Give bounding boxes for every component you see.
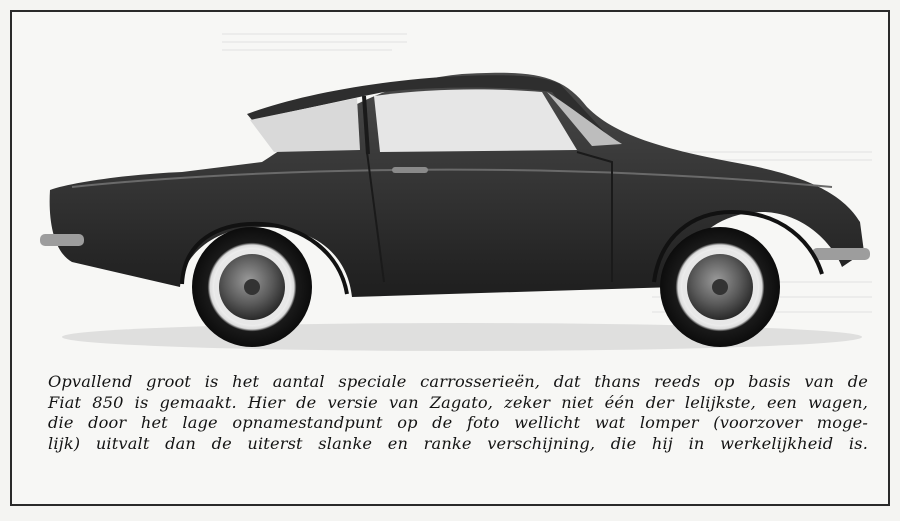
rear-bumper (40, 234, 84, 246)
rear-wheel (192, 227, 312, 347)
caption-line: die door het lage opnamestandpunt op de foto wellicht wat lomper (voorzover moge- (48, 413, 868, 432)
door-handle (392, 167, 428, 173)
photo-caption (48, 372, 868, 454)
front-wheel (660, 227, 780, 347)
article-frame (10, 10, 890, 506)
car-photo (12, 12, 888, 367)
caption-line: lijk) uitvalt dan de uiterst slanke en ranke verschijning, die hij in werkelijkheid is. (48, 433, 868, 453)
caption-line: Opvallend groot is het aantal speciale carrosserieën, dat thans reeds op basis van de (48, 372, 868, 391)
front-bumper (812, 248, 870, 260)
caption-line: Fiat 850 is gemaakt. Hier de versie van Zagato, zeker niet één der lelijkste, een wagen, (48, 392, 868, 412)
